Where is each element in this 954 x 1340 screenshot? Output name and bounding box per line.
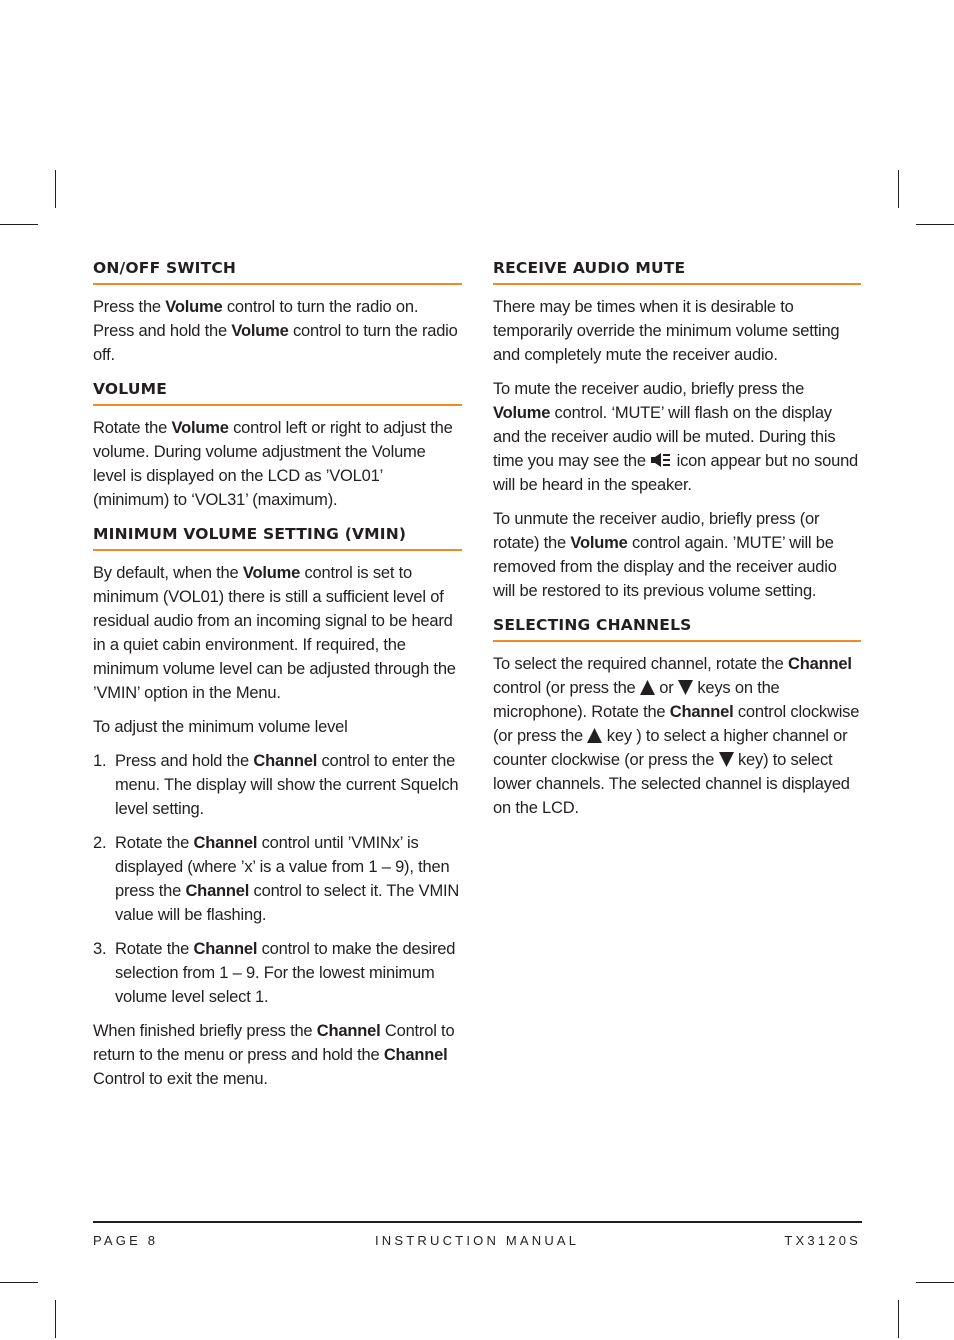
list-item: [93, 831, 462, 927]
text-run: control to turn the radio on. Press and hold the: [93, 298, 419, 340]
section-heading: VOLUME: [93, 379, 462, 406]
control-name: Volume: [493, 404, 551, 422]
text-run: control to enter the menu. The display will show the current Squelch level setting.: [115, 752, 459, 818]
control-name: Channel: [669, 703, 734, 721]
manual-title: INSTRUCTION MANUAL: [375, 1233, 580, 1248]
up-triangle-icon: [640, 680, 655, 695]
control-name: Channel: [193, 834, 258, 852]
text-run: To select the required channel, rotate the: [493, 655, 789, 673]
paragraph: [493, 377, 861, 497]
section: [93, 524, 462, 1091]
crop-mark: [916, 1282, 954, 1283]
paragraph: [93, 561, 462, 705]
up-triangle-icon: [587, 728, 602, 743]
text-run: Press and hold the: [115, 752, 254, 770]
model-number: TX3120S: [784, 1233, 861, 1248]
right-column: [493, 258, 861, 832]
paragraph: [93, 715, 462, 739]
control-name: Channel: [788, 655, 852, 673]
text-run: key ) to select a higher channel or counter clockwise (or press the: [493, 727, 848, 769]
crop-mark: [898, 170, 899, 208]
section-heading: RECEIVE AUDIO MUTE: [493, 258, 861, 285]
control-name: Channel: [383, 1046, 448, 1064]
section: [93, 379, 462, 512]
text-run: By default, when the: [93, 564, 243, 582]
crop-mark: [898, 1300, 899, 1338]
crop-mark: [0, 1282, 38, 1283]
control-name: Volume: [165, 298, 223, 316]
page-number: PAGE 8: [93, 1233, 159, 1248]
text-run: control left or right to adjust the volume. During volume adjustment the Volume level is displayed on the LCD as ’VOL01’ (minimum) to ‘VOL31’ (maximum).: [93, 419, 453, 509]
text-run: There may be times when it is desirable to temporarily override the minimum volume setting and completely mute the receiver audio.: [493, 298, 840, 364]
section-heading: ON/OFF SWITCH: [93, 258, 462, 285]
text-run: or: [654, 679, 678, 697]
text-run: icon appear but no sound will be heard in the speaker.: [493, 452, 859, 494]
down-triangle-icon: [678, 680, 693, 695]
text-run: control to make the desired selection from 1 – 9. For the lowest minimum volume level select 1.: [115, 940, 456, 1006]
crop-mark: [0, 224, 38, 225]
text-run: Rotate the: [115, 834, 194, 852]
text-run: control. ‘MUTE’ will flash on the display and the receiver audio will be muted. During this time you may see the: [493, 404, 836, 470]
footer-rule: [93, 1221, 862, 1223]
paragraph: [93, 1019, 462, 1091]
text-run: When finished briefly press the: [93, 1022, 317, 1040]
crop-mark: [916, 224, 954, 225]
text-run: control is set to minimum (VOL01) there is still a sufficient level of residual audio from an incoming signal to be heard in a quiet cabin environment. If required, the minimum volume level can be adjusted through the ’VMIN’ option in the Menu.: [93, 564, 456, 702]
text-run: Control to exit the menu.: [93, 1070, 268, 1088]
text-run: key) to select lower channels. The selected channel is displayed on the LCD.: [493, 751, 850, 817]
text-run: Press the: [93, 298, 166, 316]
text-run: control to turn the radio off.: [93, 322, 458, 364]
crop-mark: [55, 1300, 56, 1338]
text-run: To adjust the minimum volume level: [93, 718, 348, 736]
section-heading: SELECTING CHANNELS: [493, 615, 861, 642]
paragraph: [93, 416, 462, 512]
control-name: Volume: [171, 419, 229, 437]
control-name: Volume: [231, 322, 289, 340]
crop-mark: [55, 170, 56, 208]
text-run: keys on the microphone). Rotate the: [493, 679, 780, 721]
text-run: To mute the receiver audio, briefly press the: [493, 380, 805, 398]
text-run: control clockwise (or press the: [493, 703, 860, 745]
section: [93, 258, 462, 367]
paragraph: [493, 652, 861, 820]
control-name: Volume: [570, 534, 628, 552]
control-name: Channel: [253, 752, 318, 770]
list-number: 3.: [93, 940, 107, 958]
paragraph: [493, 295, 861, 367]
text-run: To unmute the receiver audio, briefly press (or rotate) the: [493, 510, 820, 552]
text-run: control to select it. The VMIN value will be flashing.: [115, 882, 460, 924]
text-run: Rotate the: [93, 419, 172, 437]
section: [493, 615, 861, 820]
section: [493, 258, 861, 603]
control-name: Channel: [316, 1022, 381, 1040]
text-run: control again. ’MUTE’ will be removed from the display and the receiver audio will be restored to its previous volume setting.: [493, 534, 837, 600]
steps-list: [93, 749, 462, 1009]
list-number: 1.: [93, 752, 107, 770]
list-item: [93, 749, 462, 821]
section-heading: MINIMUM VOLUME SETTING (VMIN): [93, 524, 462, 551]
text-run: control until ’VMINx’ is displayed (where ’x’ is a value from 1 – 9), then press the: [115, 834, 450, 900]
speaker-mute-icon: [650, 452, 672, 468]
paragraph: [93, 295, 462, 367]
control-name: Channel: [193, 940, 258, 958]
text-run: Rotate the: [115, 940, 194, 958]
control-name: Volume: [242, 564, 301, 582]
text-run: Control to return to the menu or press and hold the: [93, 1022, 455, 1064]
control-name: Channel: [185, 882, 250, 900]
list-item: [93, 937, 462, 1009]
text-run: control (or press the: [493, 679, 640, 697]
paragraph: [493, 507, 861, 603]
left-column: [93, 258, 462, 1103]
down-triangle-icon: [719, 752, 734, 767]
list-number: 2.: [93, 834, 107, 852]
